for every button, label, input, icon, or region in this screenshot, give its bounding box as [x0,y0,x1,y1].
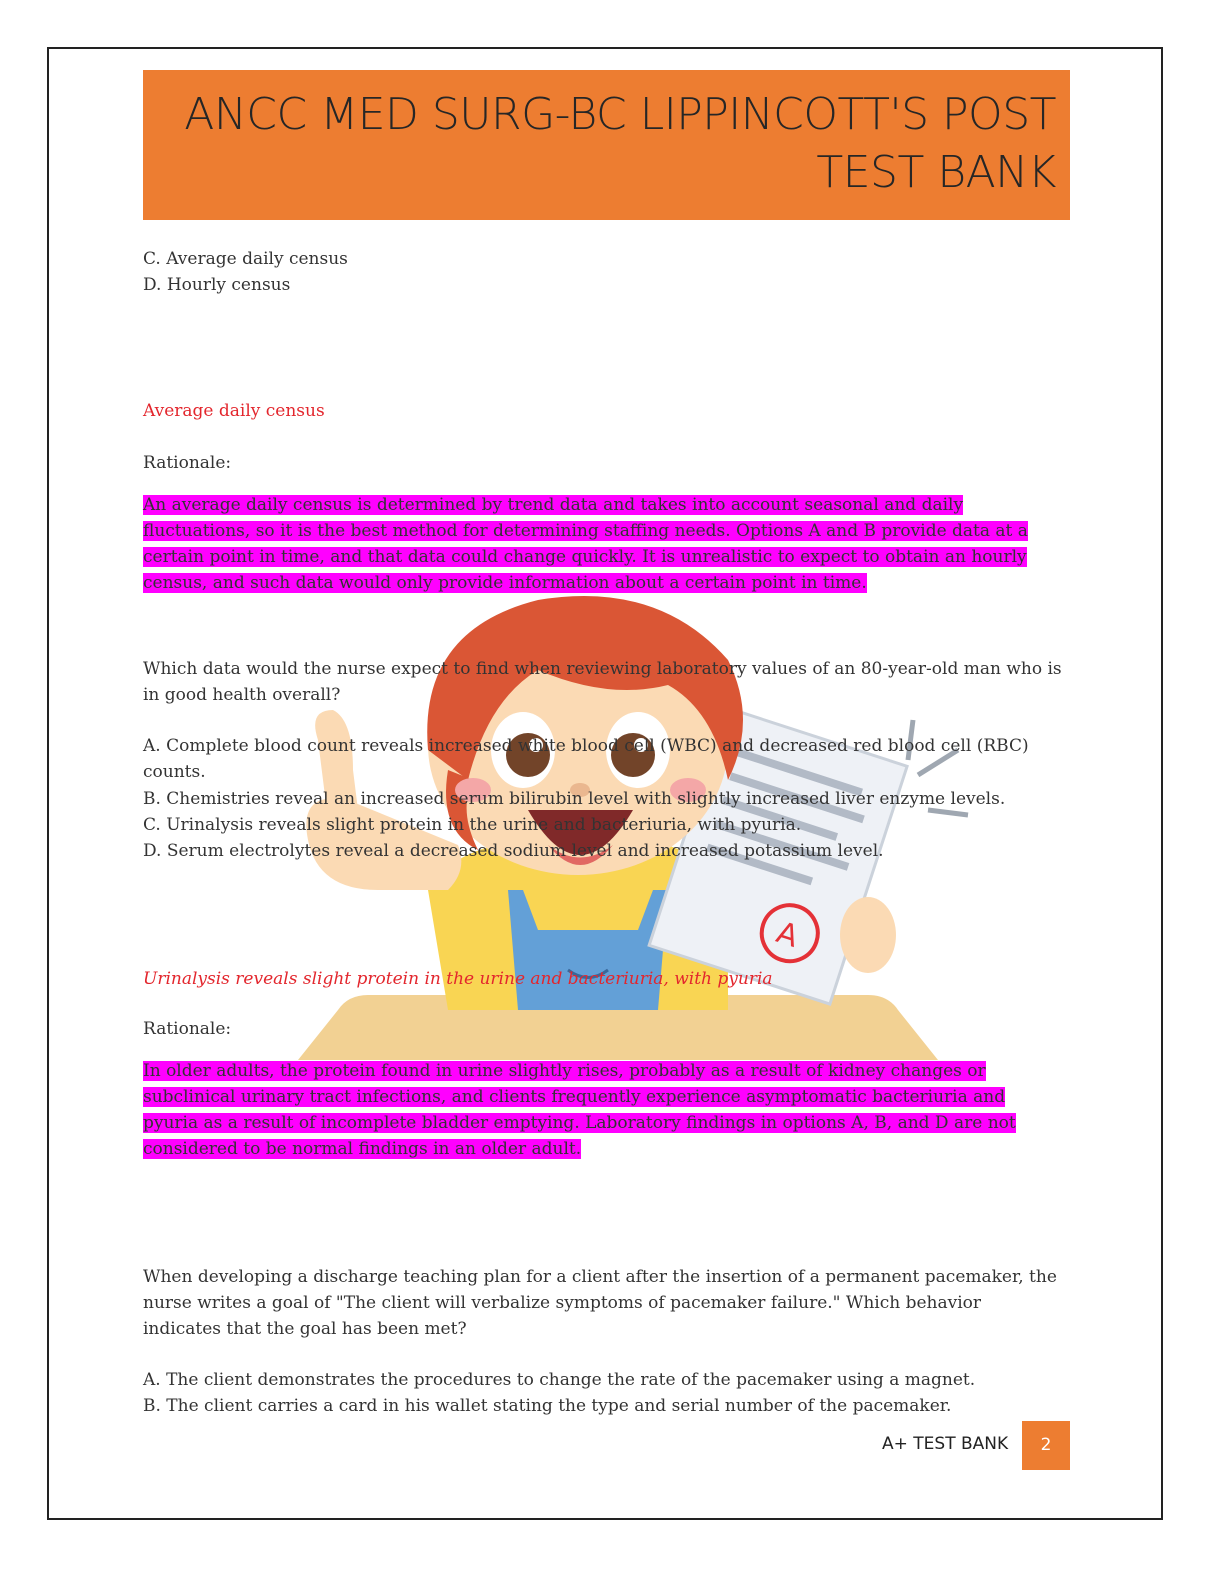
q2-rationale-paragraph [143,1058,1063,1162]
q2-rationale-text: In older adults, the protein found in urine slightly rises, probably as a result of kidney changes or subclinical urinary tract infections, and clients frequently experience asymptomatic bacteriuria and pyuria as a result of incomplete bladder emptying. Laboratory findings in options A, B, and D are not considered to be normal findings in an older adult. [143,1061,1016,1159]
q1-option-d: D. Hourly census [143,275,291,295]
q2-option-c: C. Urinalysis reveals slight protein in the urine and bacteriuria, with pyuria. [143,815,802,835]
svg-text:A: A [772,915,803,955]
q1-rationale-label: Rationale: [143,453,232,473]
header-band [143,70,1070,220]
page-number: 2 [1022,1421,1070,1470]
q1-rationale-text: An average daily census is determined by trend data and takes into account seasonal and daily fluctuations, so it is the best method for determining staffing needs. Options A and B provide data at a certain point in time, and that data could change quickly. It is unrealistic to expect to obtain an hourly census, and such data would only provide information about a certain point in time. [143,495,1028,593]
q1-answer: Average daily census [143,401,325,421]
q1-rationale-paragraph [143,492,1063,596]
q3-option-a: A. The client demonstrates the procedures to change the rate of the pacemaker using a magnet. [143,1370,976,1390]
q2-question: Which data would the nurse expect to find when reviewing laboratory values of an 80-year-old man who is in good health overall? [143,659,1062,705]
header-title-line-2: TEST BANK [816,147,1056,198]
q1-option-c: C. Average daily census [143,249,348,269]
header-title-line-1: ANCC MED SURG-BC LIPPINCOTT'S POST [184,89,1056,140]
footer-label: A+ TEST BANK [882,1434,1009,1454]
q3-question: When developing a discharge teaching plan for a client after the insertion of a permanent pacemaker, the nurse writes a goal of "The client will verbalize symptoms of pacemaker failure." Which behavior indicates that the goal has been met? [143,1267,1057,1339]
q2-option-b: B. Chemistries reveal an increased serum bilirubin level with slightly increased liver enzyme levels. [143,789,1006,809]
q2-rationale-label: Rationale: [143,1019,232,1039]
q2-answer: Urinalysis reveals slight protein in the urine and bacteriuria, with pyuria [143,969,773,989]
q2-option-d: D. Serum electrolytes reveal a decreased sodium level and increased potassium level. [143,841,884,861]
q2-option-a: A. Complete blood count reveals increased white blood cell (WBC) and decreased red blood cell (RBC) counts. [143,736,1029,782]
q3-option-b: B. The client carries a card in his wallet stating the type and serial number of the pacemaker. [143,1396,952,1416]
